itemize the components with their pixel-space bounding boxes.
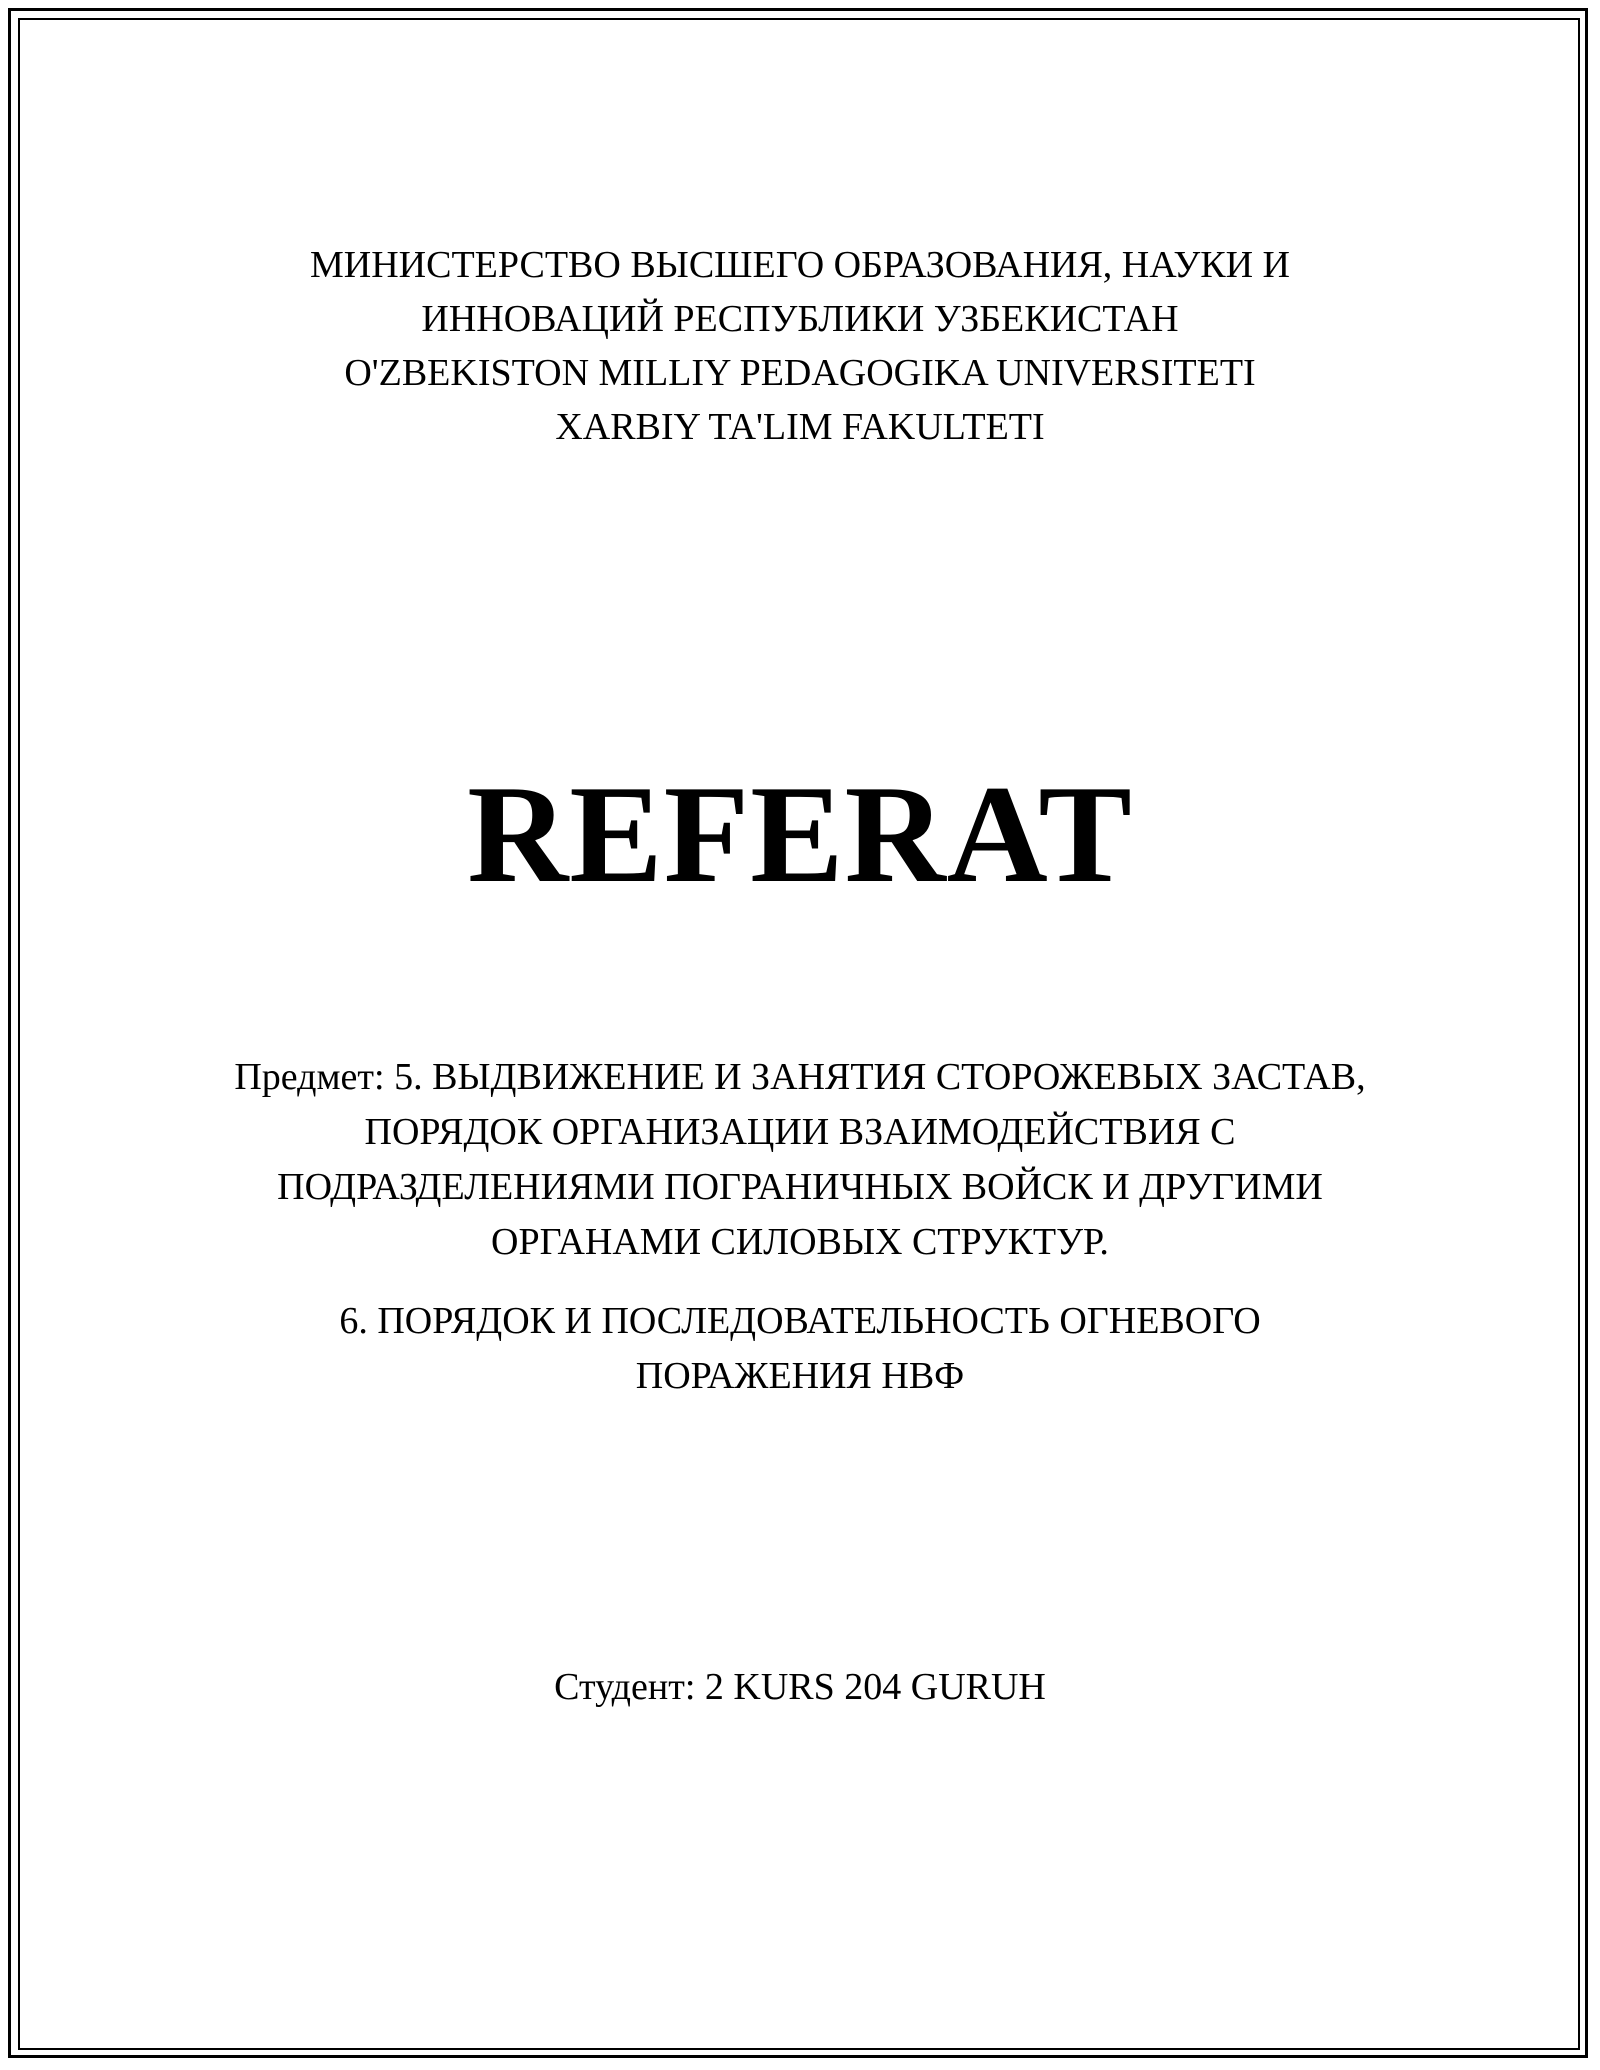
header-line-university: O'ZBEKISTON MILLIY PEDAGOGIKA UNIVERSITETI bbox=[344, 352, 1256, 394]
header-line-ministry-1: МИНИСТЕРСТВО ВЫСШЕГО ОБРАЗОВАНИЯ, НАУКИ И bbox=[310, 244, 1290, 286]
topic-6-line-1: 6. ПОРЯДОК И ПОСЛЕДОВАТЕЛЬНОСТЬ ОГНЕВОГО bbox=[339, 1300, 1261, 1342]
header-line-ministry-2: ИННОВАЦИЙ РЕСПУБЛИКИ УЗБЕКИСТАН bbox=[421, 298, 1179, 340]
subject-line-2: ПОРЯДОК ОРГАНИЗАЦИИ ВЗАИМОДЕЙСТВИЯ С bbox=[364, 1111, 1236, 1153]
student-info: Студент: 2 KURS 204 GURUH bbox=[554, 1666, 1046, 1708]
topic-6-line-2: ПОРАЖЕНИЯ НВФ bbox=[635, 1355, 965, 1397]
subject-line-1: Предмет: 5. ВЫДВИЖЕНИЕ И ЗАНЯТИЯ СТОРОЖЕВЫХ ЗАСТАВ, bbox=[234, 1056, 1366, 1098]
subject-block bbox=[0, 1050, 1600, 1270]
header-line-faculty: XARBIY TA'LIM FAKULTETI bbox=[555, 406, 1045, 448]
document-title: REFERAT bbox=[467, 757, 1133, 912]
subject-line-4: ОРГАНАМИ СИЛОВЫХ СТРУКТУР. bbox=[491, 1221, 1109, 1263]
topic-6-block bbox=[0, 1294, 1600, 1404]
institution-header bbox=[0, 238, 1600, 454]
subject-line-3: ПОДРАЗДЕЛЕНИЯМИ ПОГРАНИЧНЫХ ВОЙСК И ДРУГИМИ bbox=[277, 1166, 1323, 1208]
